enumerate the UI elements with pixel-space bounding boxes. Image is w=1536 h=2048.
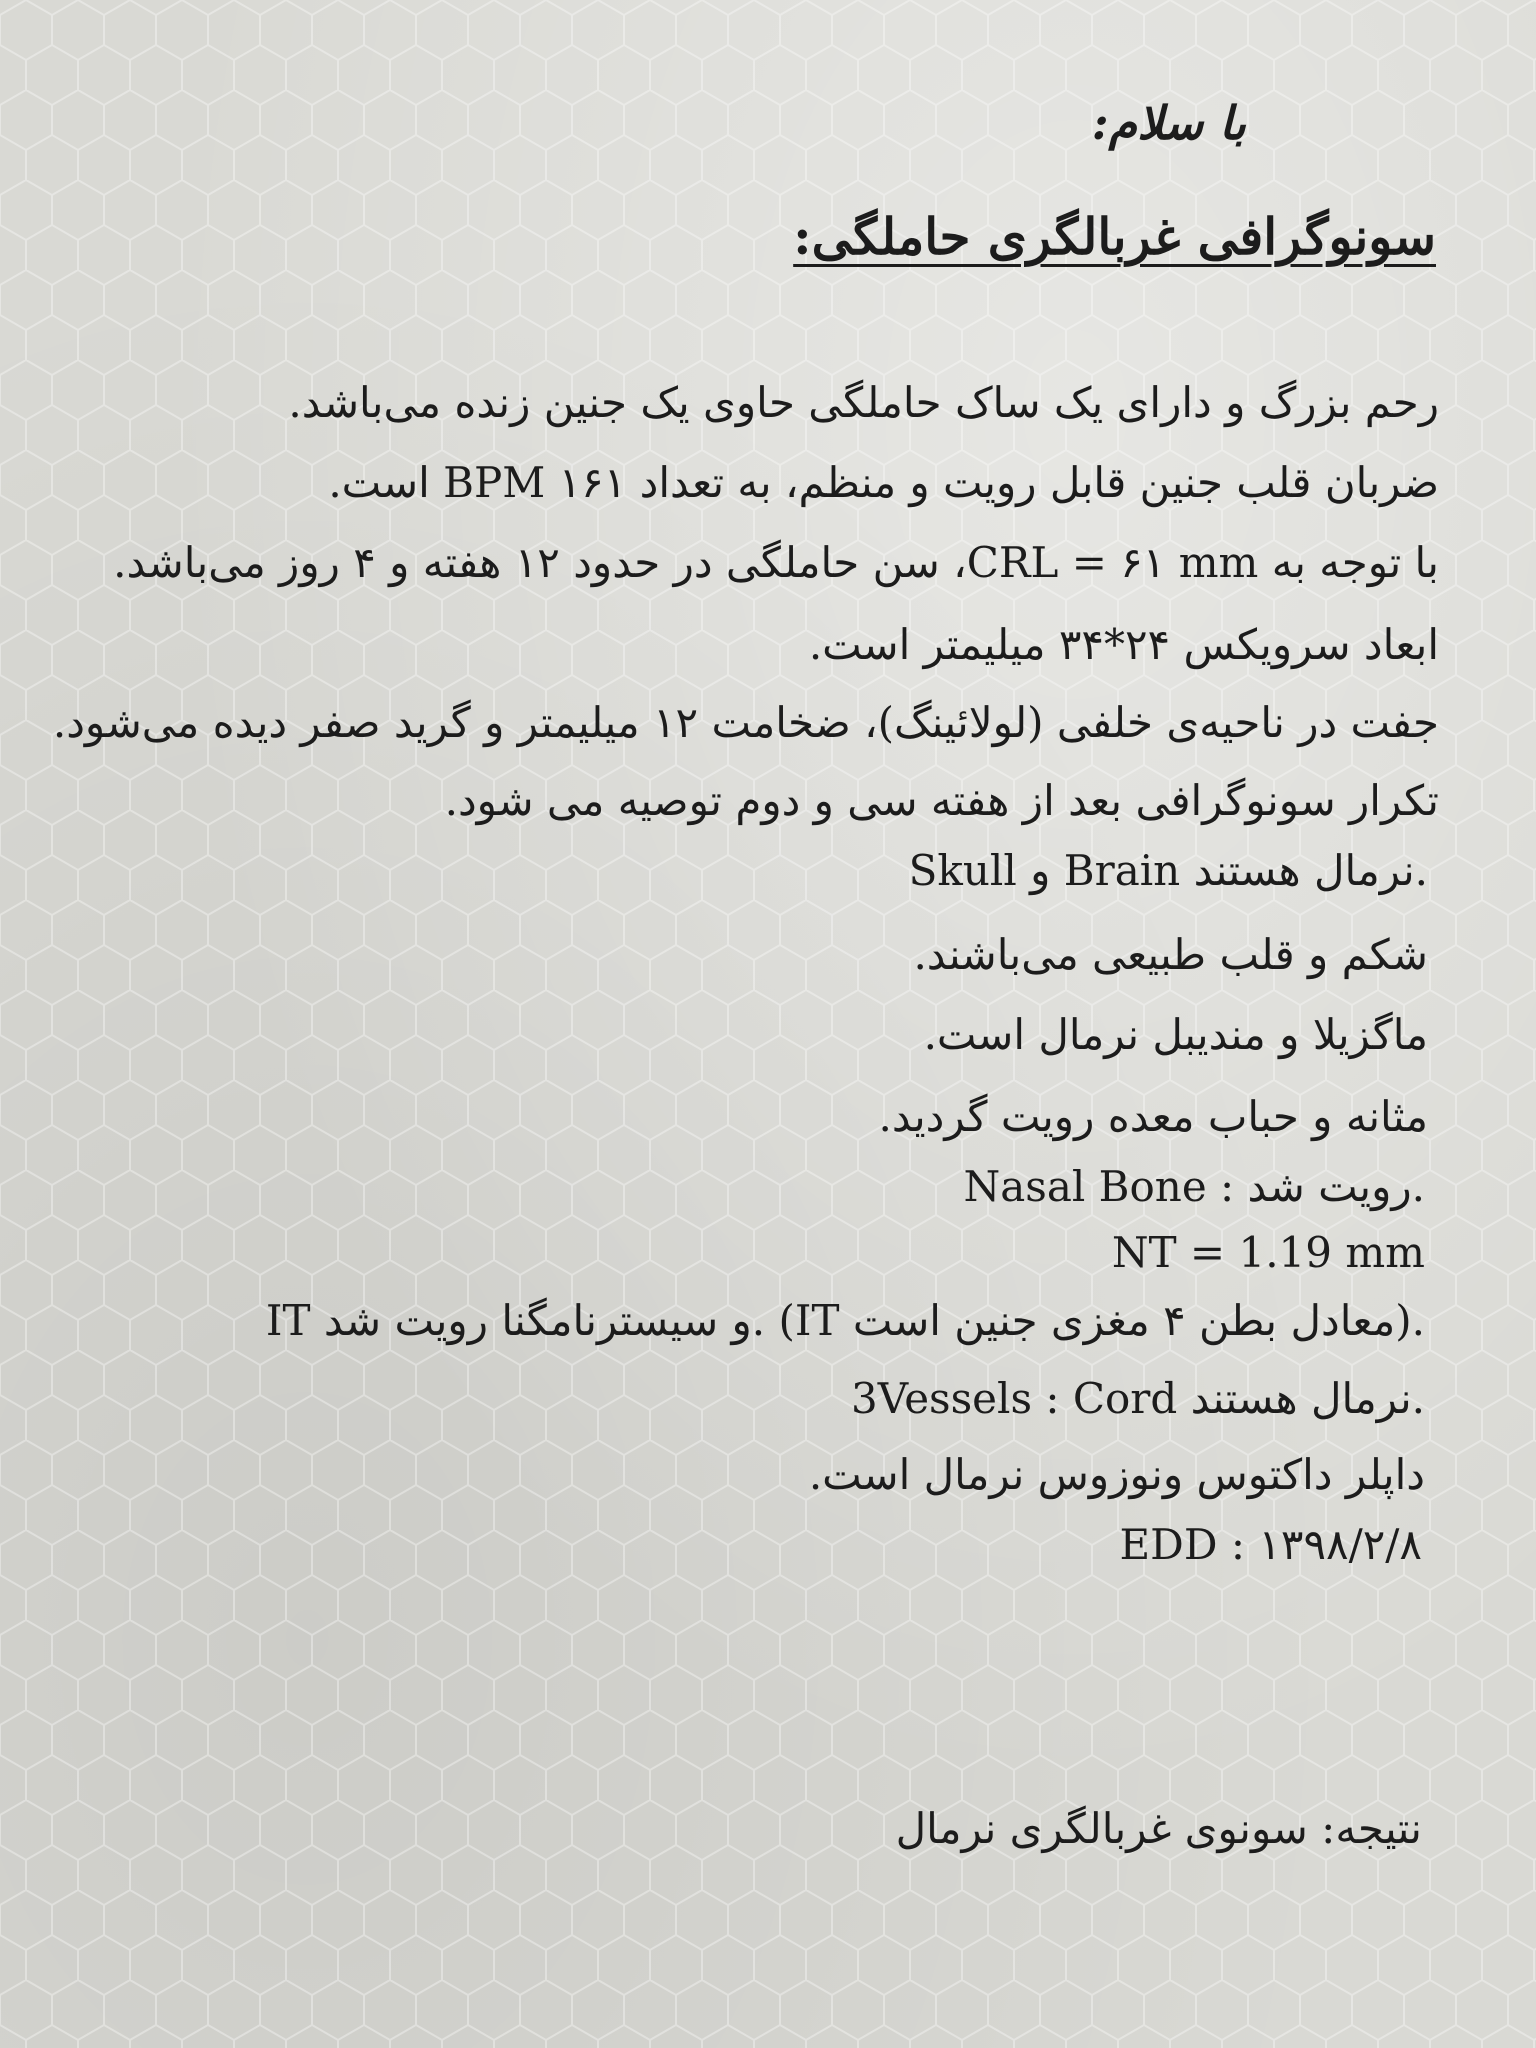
report-line-placenta: جفت در ناحیه‌ی خلفی (لولائینگ)، ضخامت ۱۲ میلیمتر و گرید صفر دیده می‌شود. — [52, 698, 1439, 747]
greeting-text: با سلام: — [1091, 96, 1246, 150]
report-line-heart-rate: ضربان قلب جنین قابل رویت و منظم، به تعداد ۱۶۱ BPM است. — [328, 458, 1439, 507]
report-line-it-cisterna: IT و سیسترنامگنا رویت شد. (IT معادل بطن ۴ مغزی جنین است). — [265, 1296, 1425, 1345]
report-line-bladder-stomach: مثانه و حباب معده رویت گردید. — [878, 1092, 1428, 1141]
report-line-abdomen-heart: شکم و قلب طبیعی می‌باشند. — [913, 930, 1428, 979]
report-line-cord: 3Vessels : Cord نرمال هستند. — [851, 1374, 1425, 1423]
report-line-cervix: ابعاد سرویکس ۲۴*۳۴ میلیمتر است. — [808, 620, 1439, 669]
report-line-edd: EDD : ۱۳۹۸/۲/۸ — [1119, 1520, 1422, 1569]
report-line-nt: NT = 1.19 mm — [1111, 1228, 1425, 1277]
report-line-ductus-venosus: داپلر داکتوس ونوزوس نرمال است. — [808, 1450, 1425, 1499]
report-heading: سونوگرافی غربالگری حاملگی: — [793, 207, 1436, 266]
report-line-crl: با توجه به CRL = ۶۱ mm، سن حاملگی در حدود ۱۲ هفته و ۴ روز می‌باشد. — [113, 538, 1439, 587]
report-line-nasal-bone: Nasal Bone : رویت شد. — [963, 1162, 1425, 1211]
report-line-repeat-scan: تکرار سونوگرافی بعد از هفته سی و دوم توصیه می شود. — [444, 776, 1439, 825]
report-result: نتیجه: سونوی غربالگری نرمال — [895, 1804, 1422, 1853]
report-line-uterus: رحم بزرگ و دارای یک ساک حاملگی حاوی یک جنین زنده می‌باشد. — [288, 378, 1439, 427]
report-line-maxilla-mandible: ماگزیلا و مندیبل نرمال است. — [923, 1010, 1428, 1059]
report-line-skull-brain: Skull و Brain نرمال هستند. — [908, 846, 1428, 895]
